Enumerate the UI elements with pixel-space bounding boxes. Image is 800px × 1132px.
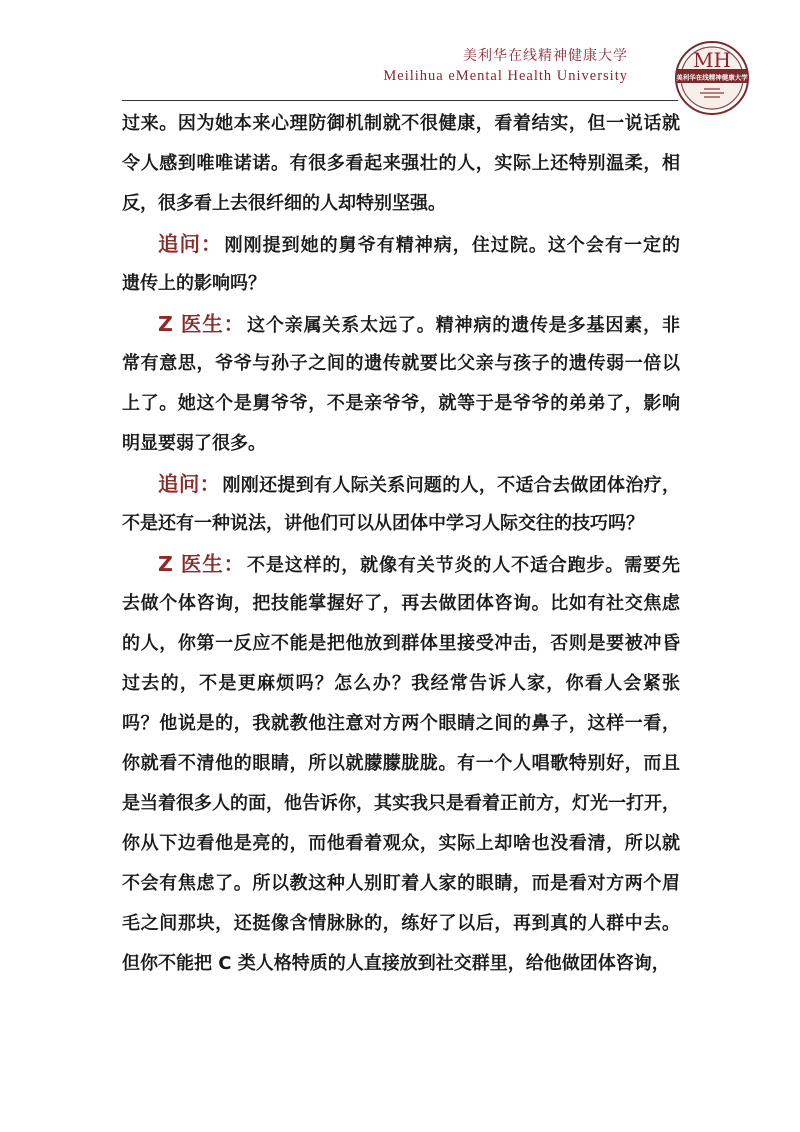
- document-body: [122, 104, 680, 984]
- text-line: [122, 344, 680, 384]
- text-line: [122, 504, 680, 544]
- line-text: 不是这样的，就像有关节炎的人不适合跑步。需要先: [246, 555, 680, 576]
- text-line: [122, 144, 680, 184]
- text-line: [122, 944, 680, 984]
- speaker-label: Z 医生：: [158, 312, 245, 336]
- speaker-label: Z 医生：: [158, 552, 245, 576]
- text-line: [122, 664, 680, 704]
- speaker-label: 追问：: [158, 232, 223, 256]
- line-text: 过去的，不是更麻烦吗？怎么办？我经常告诉人家，你看人会紧张: [122, 673, 680, 694]
- text-line: [122, 904, 680, 944]
- line-text: 不会有焦虑了。所以教这种人别盯着人家的眼睛，而是看对方两个眉: [122, 873, 680, 894]
- line-text: 刚刚提到她的舅爷有精神病，住过院。这个会有一定的: [224, 235, 680, 256]
- text-line: [122, 824, 680, 864]
- text-line: [122, 384, 680, 424]
- logo-seal-icon: [674, 40, 750, 116]
- university-logo: [674, 40, 750, 116]
- header-divider: [122, 100, 678, 101]
- text-line: [122, 704, 680, 744]
- text-line: [122, 744, 680, 784]
- line-text: 令人感到唯唯诺诺。有很多看起来强壮的人，实际上还特别温柔，相: [122, 153, 680, 174]
- line-text: 过来。因为她本来心理防御机制就不很健康，看着结实，但一说话就: [122, 113, 680, 134]
- text-line: [122, 264, 680, 304]
- line-text: 的人，你第一反应不能是把他放到群体里接受冲击，否则是要被冲昏: [122, 633, 680, 654]
- line-text: 遗传上的影响吗？: [122, 273, 266, 294]
- text-line: [122, 624, 680, 664]
- text-line: [122, 304, 680, 344]
- logo-band-text: 美利华在线精神健康大学: [676, 73, 748, 82]
- line-text: 但你不能把 C 类人格特质的人直接放到社交群里，给他做团体咨询，: [122, 953, 670, 974]
- line-text: 是当着很多人的面，他告诉你，其实我只是看着正前方，灯光一打开，: [122, 793, 680, 814]
- line-text: 明显要弱了很多。: [122, 433, 266, 454]
- line-text: 去做个体咨询，把技能掌握好了，再去做团体咨询。比如有社交焦虑: [122, 593, 680, 614]
- line-text: 反，很多看上去很纤细的人却特别坚强。: [122, 193, 446, 214]
- line-text: 这个亲属关系太远了。精神病的遗传是多基因素，非: [246, 315, 680, 336]
- page-header: [383, 46, 628, 86]
- line-text: 吗？他说是的，我就教他注意对方两个眼睛之间的鼻子，这样一看，: [122, 713, 680, 734]
- text-line: [122, 104, 680, 144]
- line-text: 常有意思，爷爷与孙子之间的遗传就要比父亲与孩子的遗传弱一倍以: [122, 353, 680, 374]
- text-line: [122, 184, 680, 224]
- text-line: [122, 224, 680, 264]
- text-line: [122, 544, 680, 584]
- text-line: [122, 864, 680, 904]
- line-text: 你从下边看他是亮的，而他看着观众，实际上却啥也没看清，所以就: [122, 833, 680, 854]
- logo-monogram: MH: [693, 48, 731, 72]
- speaker-label: 追问：: [158, 472, 221, 496]
- line-text: 不是还有一种说法，讲他们可以从团体中学习人际交往的技巧吗？: [122, 513, 644, 534]
- line-text: 毛之间那块，还挺像含情脉脉的，练好了以后，再到真的人群中去。: [122, 913, 680, 934]
- line-text: 上了。她这个是舅爷爷，不是亲爷爷，就等于是爷爷的弟弟了，影响: [122, 393, 680, 414]
- line-text: 刚刚还提到有人际关系问题的人，不适合去做团体治疗，: [222, 475, 680, 496]
- text-line: [122, 464, 680, 504]
- line-text: 你就看不清他的眼睛，所以就朦朦胧胧。有一个人唱歌特别好，而且: [122, 753, 680, 774]
- text-line: [122, 784, 680, 824]
- header-title-cn: 美利华在线精神健康大学: [463, 48, 628, 64]
- text-line: [122, 584, 680, 624]
- header-title-en: Meilihua eMental Health University: [383, 68, 628, 84]
- text-line: [122, 424, 680, 464]
